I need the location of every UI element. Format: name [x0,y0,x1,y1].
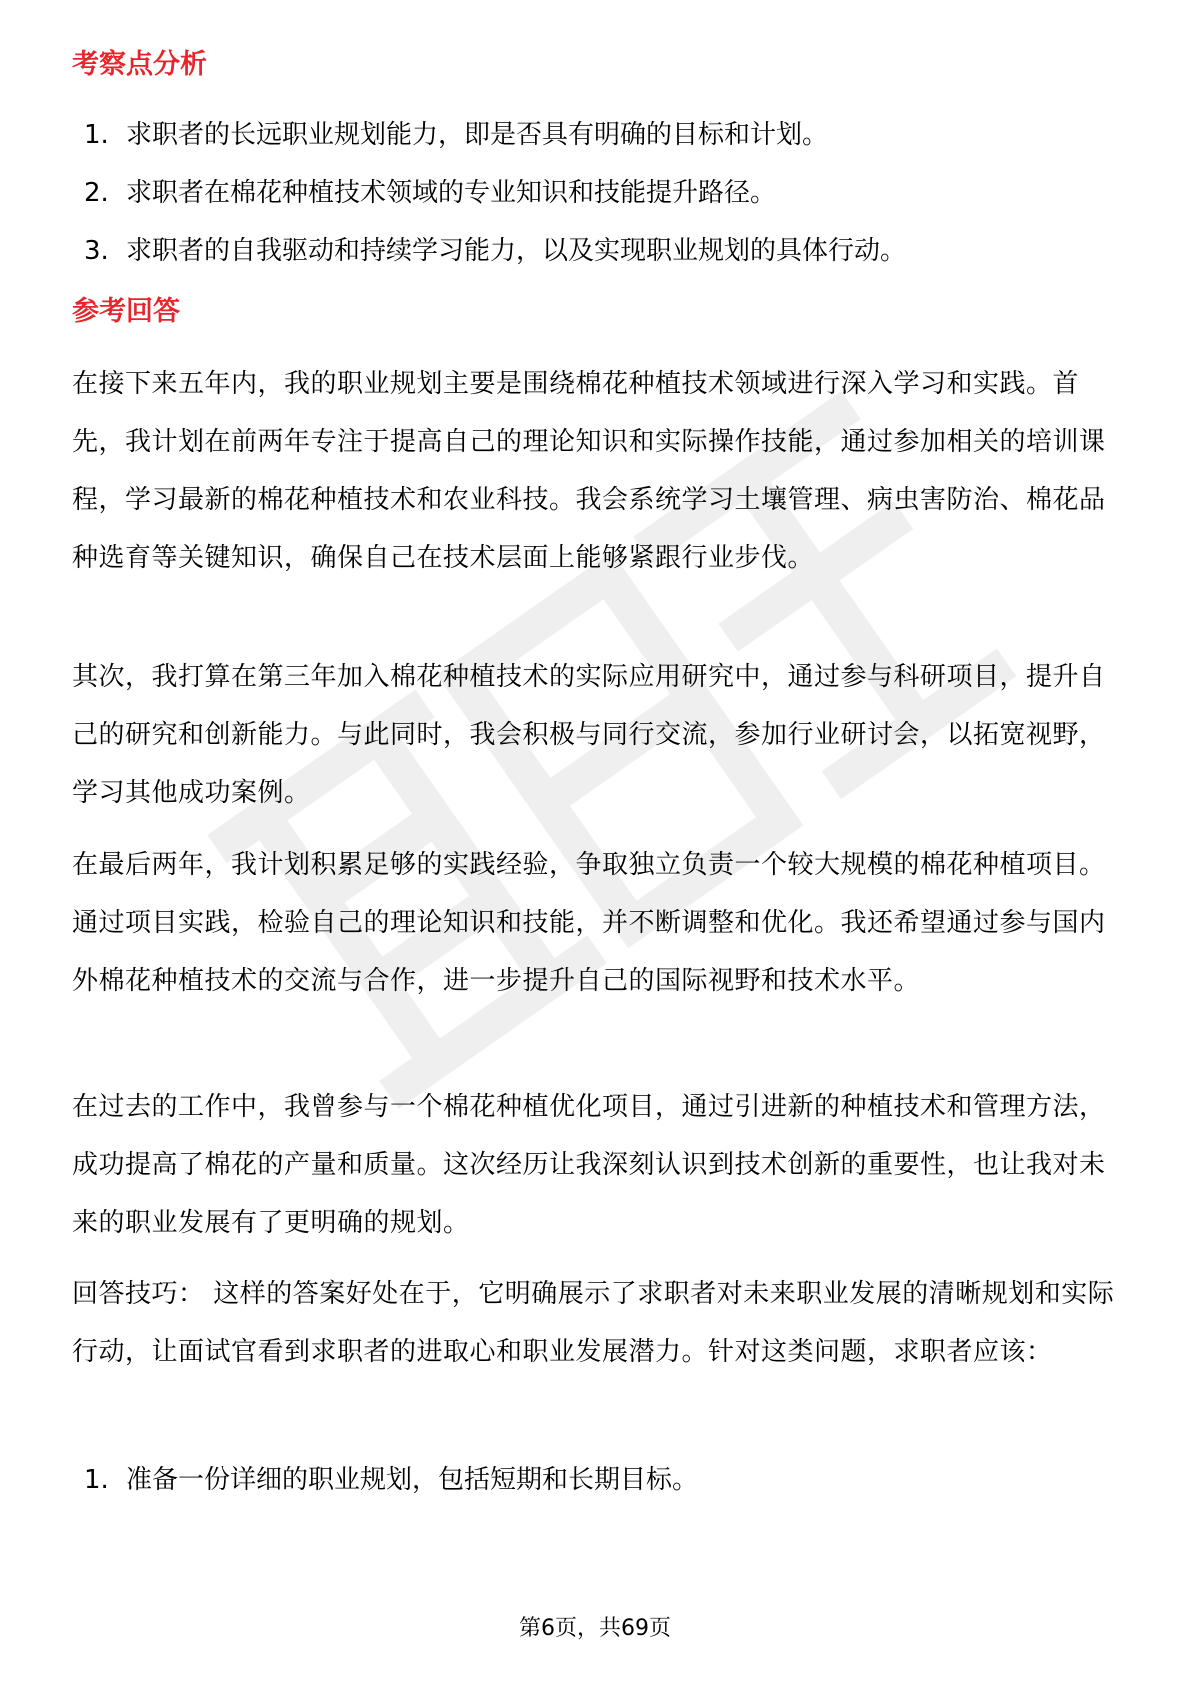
answer-paragraph: 在过去的工作中，我曾参与一个棉花种植优化项目，通过引进新的种植技术和管理方法，成功提高了棉花的产量和质量。这次经历让我深刻认识到技术创新的重要性，也让我对未来的职业发展有了更明确的规划。 [72,1092,1106,1238]
list-number: 1. [84,1465,109,1495]
page-number: 第6页，共69页 [519,1616,671,1641]
list-item [84,234,1114,268]
answer-heading: 参考回答 [72,296,180,327]
list-text: 准备一份详细的职业规划，包括短期和长期目标。 [126,1465,699,1495]
list-number: 1. [84,120,109,150]
list-number: 2. [84,178,109,208]
list-number: 3. [84,236,109,266]
analysis-list [84,118,1114,292]
answer-paragraph: 在最后两年，我计划积累足够的实践经验，争取独立负责一个较大规模的棉花种植项目。通过项目实践，检验自己的理论知识和技能，并不断调整和优化。我还希望通过参与国内外棉花种植技术的交流与合作，进一步提升自己的国际视野和技术水平。 [72,850,1106,996]
list-text: 求职者的长远职业规划能力，即是否具有明确的目标和计划。 [126,120,829,150]
tips-paragraph: 回答技巧： 这样的答案好处在于，它明确展示了求职者对未来职业发展的清晰规划和实际行动，让面试官看到求职者的进取心和职业发展潜力。针对这类问题，求职者应该： [72,1279,1115,1367]
list-item [84,118,1114,152]
list-text: 求职者的自我驱动和持续学习能力，以及实现职业规划的具体行动。 [126,236,907,266]
list-text: 求职者在棉花种植技术领域的专业知识和技能提升路径。 [126,178,777,208]
answer-paragraph: 其次，我打算在第三年加入棉花种植技术的实际应用研究中，通过参与科研项目，提升自己的研究和创新能力。与此同时，我会积极与同行交流，参加行业研讨会，以拓宽视野，学习其他成功案例。 [72,662,1106,808]
answer-paragraph: 在接下来五年内，我的职业规划主要是围绕棉花种植技术领域进行深入学习和实践。首先，我计划在前两年专注于提高自己的理论知识和实际操作技能，通过参加相关的培训课程，学习最新的棉花种植技术和农业科技。我会系统学习土壤管理、病虫害防治、棉花品种选育等关键知识，确保自己在技术层面上能够紧跟行业步伐。 [72,369,1106,573]
tips-list [84,1463,1114,1497]
list-item [84,176,1114,210]
analysis-heading: 考察点分析 [72,49,207,80]
list-item [84,1463,1114,1497]
